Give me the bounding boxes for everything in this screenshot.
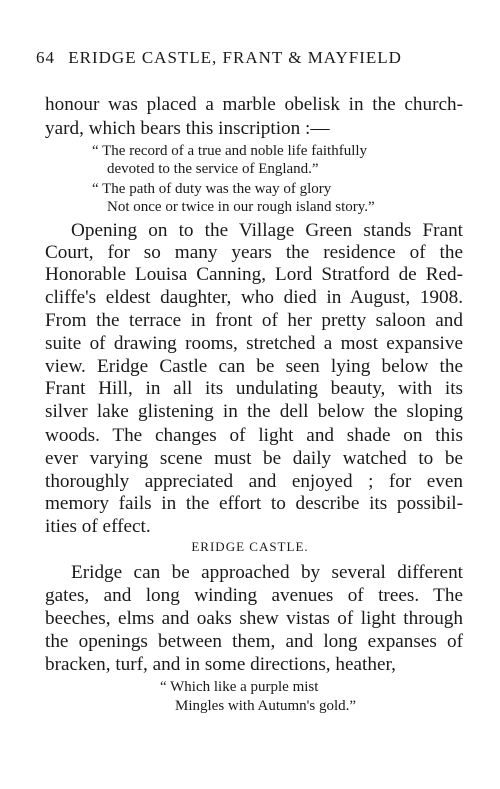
- text-line: yard, which bears this inscription :—: [45, 118, 330, 139]
- text-line: Frant Hill, in all its undulating beauty, with its: [45, 378, 463, 399]
- text-line: thoroughly appreciated and enjoyed ; for even: [45, 471, 463, 492]
- inscription-line: Not once or twice in our rough island story.”: [107, 199, 375, 215]
- section-subheading: ERIDGE CASTLE.: [191, 539, 309, 554]
- text-line: ities of effect.: [45, 516, 151, 537]
- text-line: Court, for so many years the residence of the: [45, 242, 463, 263]
- text-line: view. Eridge Castle can be seen lying below the: [45, 356, 463, 377]
- text-line: cliffe's eldest daughter, who died in August, 1908.: [45, 287, 463, 308]
- text-line: suite of drawing rooms, stretched a most expansive: [45, 333, 463, 354]
- quote-line: Mingles with Autumn's gold.”: [175, 698, 357, 714]
- inscription-line: “ The record of a true and noble life faithfully: [92, 143, 368, 159]
- text-line: the openings between them, and long expanses of: [45, 631, 463, 652]
- inscription-line: “ The path of duty was the way of glory: [92, 181, 332, 197]
- text-line: Eridge can be approached by several different: [71, 562, 463, 583]
- page-number: 64: [36, 48, 55, 67]
- text-line: beeches, elms and oaks shew vistas of light through: [45, 608, 463, 629]
- text-line: From the terrace in front of her pretty saloon and: [45, 310, 463, 331]
- quote-line: “ Which like a purple mist: [160, 679, 319, 695]
- text-line: silver lake glistening in the dell below the sloping: [45, 401, 463, 422]
- running-title: ERIDGE CASTLE, FRANT & MAYFIELD: [68, 48, 402, 67]
- text-line: honour was placed a marble obelisk in the church-: [45, 94, 463, 115]
- text-line: ever varying scene must be daily watched to be: [45, 448, 463, 469]
- text-line: woods. The changes of light and shade on this: [45, 425, 463, 446]
- text-line: Honorable Louisa Canning, Lord Stratford de Red-: [45, 264, 463, 285]
- text-line: memory fails in the effort to describe its possibil-: [45, 493, 463, 514]
- running-header: [36, 48, 464, 68]
- inscription-line: devoted to the service of England.”: [107, 161, 319, 177]
- text-line: bracken, turf, and in some directions, heather,: [45, 654, 396, 675]
- text-line: Opening on to the Village Green stands Frant: [71, 220, 463, 241]
- text-line: gates, and long winding avenues of trees. The: [45, 585, 463, 606]
